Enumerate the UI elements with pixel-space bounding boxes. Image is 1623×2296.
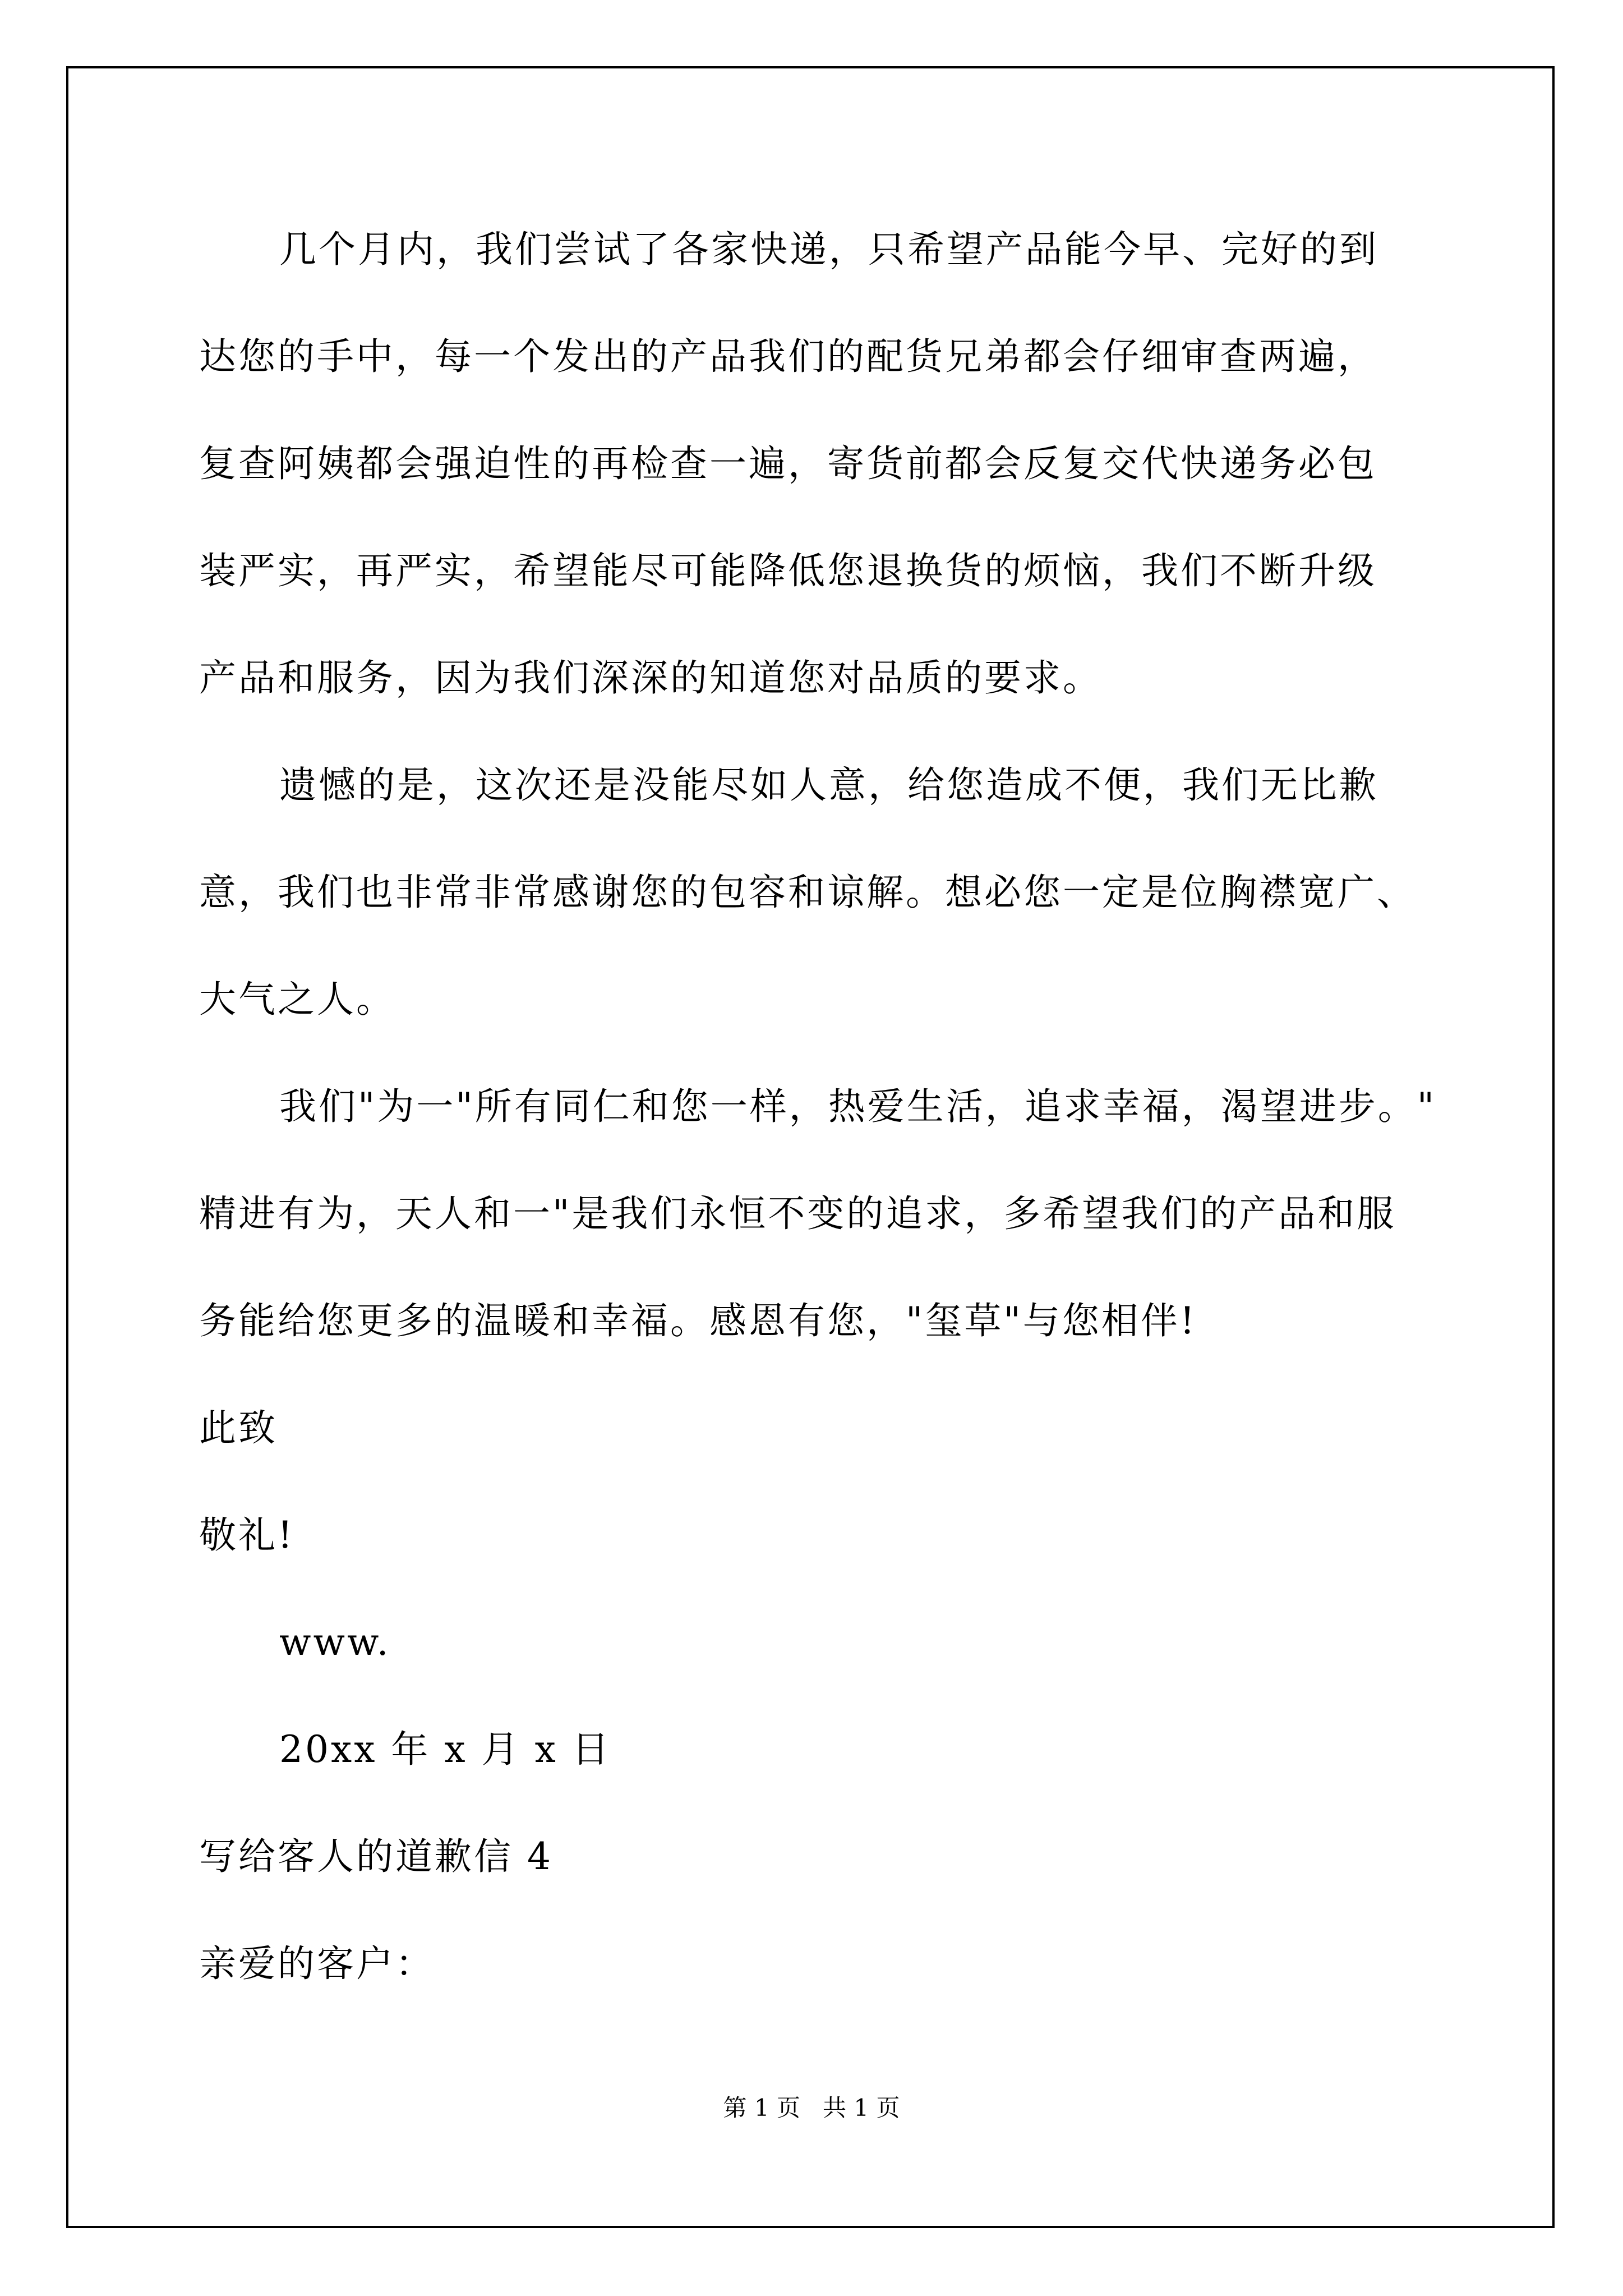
paragraph-3-line-3: 务能给您更多的温暖和幸福。感恩有您，"玺草"与您相伴! (199, 1299, 1197, 1342)
paragraph-3-line-1: 我们"为一"所有同仁和您一样，热爱生活，追求幸福，渴望进步。" (279, 1085, 1437, 1128)
paragraph-2-line-2: 意，我们也非常非常感谢您的包容和谅解。想必您一定是位胸襟宽广、 (199, 871, 1416, 914)
paragraph-2-line-1: 遗憾的是，这次还是没能尽如人意，给您造成不便，我们无比歉 (279, 763, 1378, 807)
paragraph-1-line-4: 装严实，再严实，希望能尽可能降低您退换货的烦恼，我们不断升级 (199, 549, 1377, 592)
paragraph-2-line-3: 大气之人。 (199, 978, 395, 1021)
closing-regards: 敬礼! (199, 1513, 295, 1557)
closing-salutation: 此致 (199, 1406, 278, 1450)
greeting: 亲爱的客户： (199, 1942, 435, 1985)
signature-date: 20xx 年 x 月 x 日 (279, 1728, 611, 1771)
page-border (66, 66, 1555, 2228)
paragraph-1-line-1: 几个月内，我们尝试了各家快递，只希望产品能今早、完好的到 (279, 228, 1378, 271)
paragraph-1-line-2: 达您的手中，每一个发出的产品我们的配货兄弟都会仔细审查两遍， (199, 335, 1377, 378)
section-heading: 写给客人的道歉信 4 (199, 1835, 553, 1878)
paragraph-1-line-3: 复查阿姨都会强迫性的再检查一遍，寄货前都会反复交代快递务必包 (199, 442, 1377, 485)
signature-website: www. (279, 1621, 391, 1664)
paragraph-3-line-2: 精进有为，天人和一"是我们永恒不变的追求，多希望我们的产品和服 (199, 1192, 1396, 1235)
page-number-footer: 第 1 页 共 1 页 (723, 2094, 900, 2122)
paragraph-1-line-5: 产品和服务，因为我们深深的知道您对品质的要求。 (199, 656, 1102, 700)
